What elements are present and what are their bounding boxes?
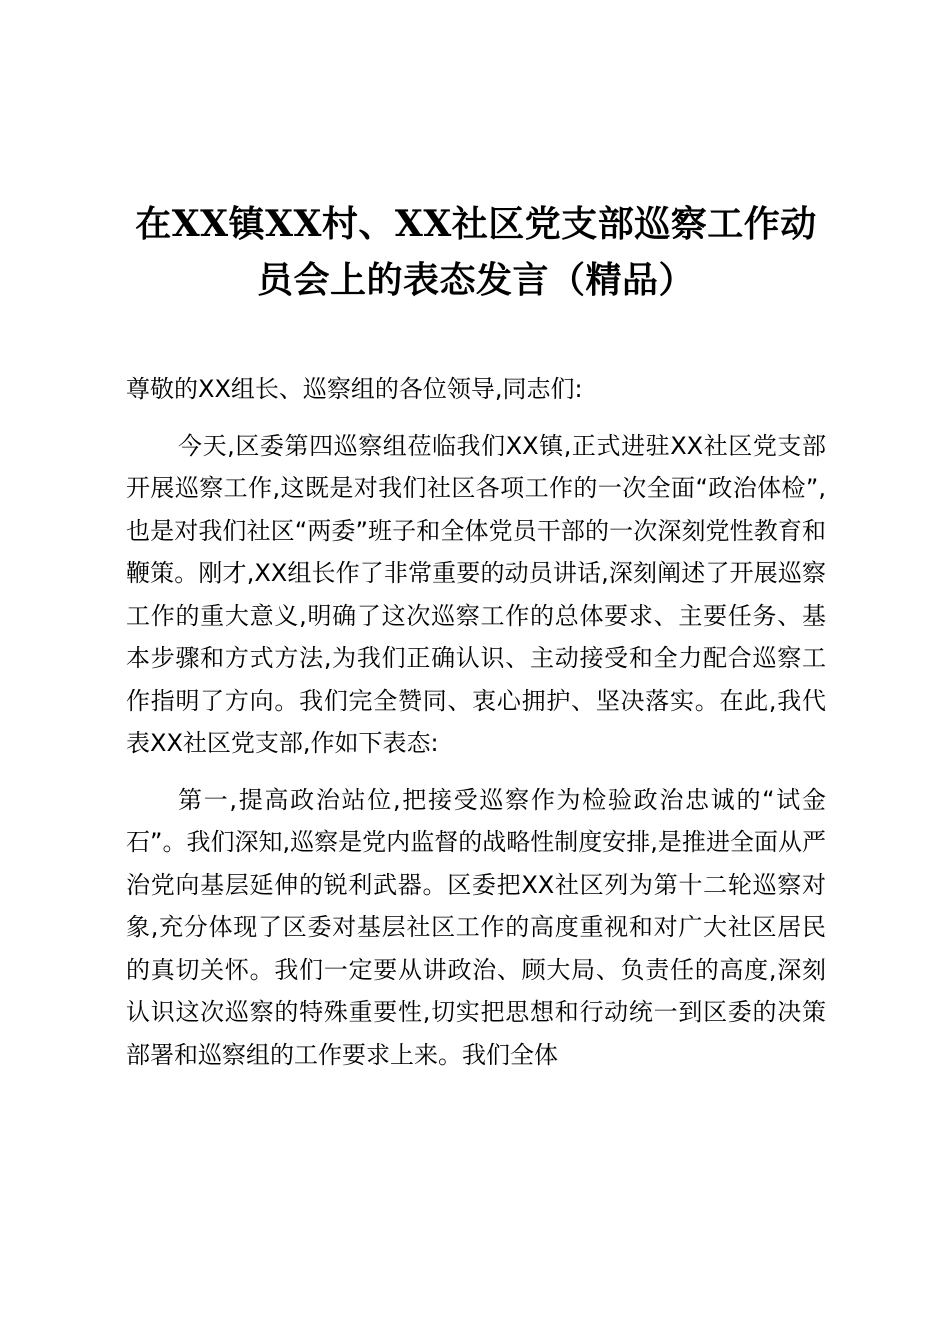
title-line-2: 员会上的表态发言（精品） <box>256 259 695 301</box>
salutation: 尊敬的XX组长、巡察组的各位领导,同志们: <box>126 375 583 403</box>
paragraph-opening: 今天,区委第四巡察组莅临我们XX镇,正式进驻XX社区党支部开展巡察工作,这既是对我们社区各项工作的一次全面“政治体检”,也是对我们社区“两委”班子和全体党员干部的一次深刻党性教育和鞭策。刚才,XX组长作了非常重要的动员讲话,深刻阐述了开展巡察工作的重大意义,明确了这次巡察工作的总体要求、主要任务、基本步骤和方式方法,为我们正确认识、主动接受和全力配合巡察工作指明了方向。我们完全赞同、衷心拥护、坚决落实。在此,我代表XX社区党支部,作如下表态: <box>126 431 826 757</box>
title-line-1: 在XX镇XX村、XX社区党支部巡察工作动 <box>135 203 817 245</box>
document-body <box>126 368 826 1090</box>
document-title <box>120 196 832 308</box>
paragraph-first-point: 第一,提高政治站位,把接受巡察作为检验政治忠诚的“试金石”。我们深知,巡察是党内监督的战略性制度安排,是推进全面从严治党向基层延伸的锐利武器。区委把XX社区列为第十二轮巡察对象,充分体现了区委对基层社区工作的高度重视和对广大社区居民的真切关怀。我们一定要从讲政治、顾大局、负责任的高度,深刻认识这次巡察的特殊重要性,切实把思想和行动统一到区委的决策部署和巡察组的工作要求上来。我们全体 <box>126 785 826 1069</box>
